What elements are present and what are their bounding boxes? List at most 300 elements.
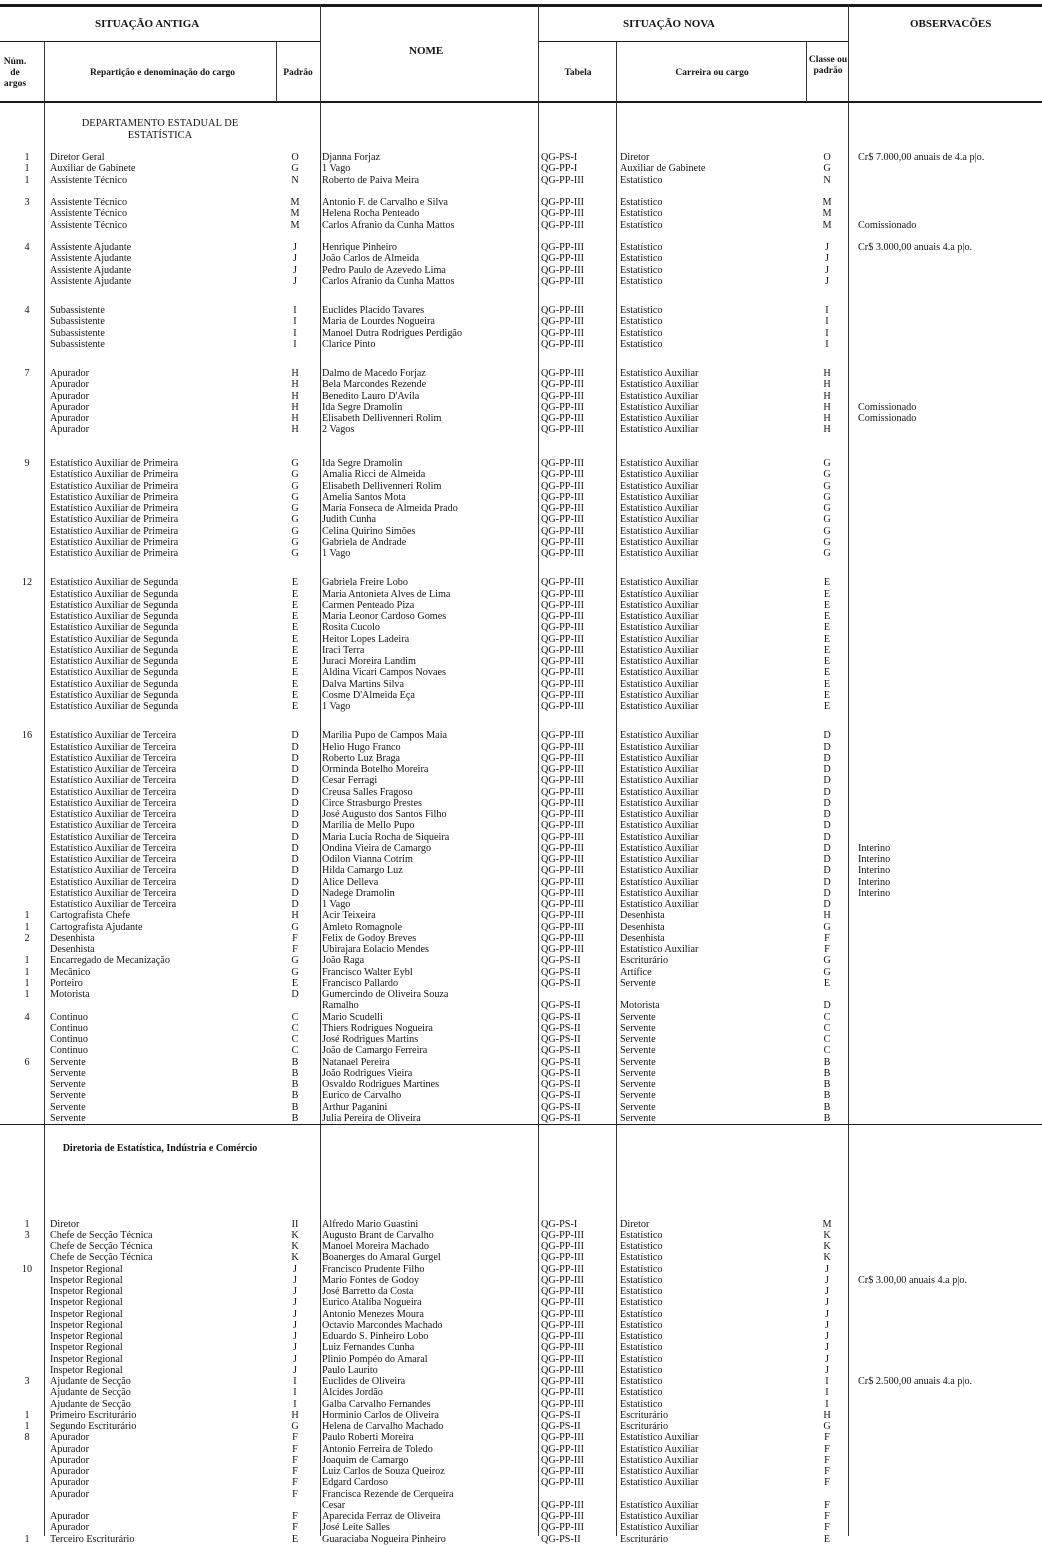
- row-tabela: QG-PP-III: [541, 327, 585, 339]
- row-carreira: Estatístico Auxiliar: [620, 611, 699, 622]
- row-cargo: Apurador: [50, 1488, 90, 1500]
- row-nome: Pedro Paulo de Azevedo Lima: [322, 264, 446, 276]
- row-cargo: Estatístico Auxiliar de Segunda: [50, 701, 179, 712]
- row-cargo: Estatístico Auxiliar de Terceira: [50, 876, 177, 888]
- row-nome: Dalva Martins Silva: [322, 678, 405, 690]
- col-rule: [806, 42, 807, 102]
- row-tabela: QG-PP-III: [541, 1387, 585, 1399]
- row-classe: K: [823, 1252, 831, 1264]
- row-padrao: K: [291, 1252, 299, 1264]
- classe-header: Classe ou padrão: [808, 55, 848, 76]
- row-cargo: Assistente Técnico: [50, 219, 128, 231]
- row-tabela: QG-PP-III: [541, 775, 585, 787]
- row-cargo: Estatístico Auxiliar de Primeira: [50, 458, 179, 469]
- row-cargo: Assistente Ajudante: [50, 242, 132, 253]
- row-padrao: H: [291, 379, 299, 391]
- row-nome: Luiz Carlos de Souza Queiroz: [322, 1466, 445, 1477]
- row-cargo: Apurador: [50, 1477, 90, 1489]
- row-classe: G: [823, 1421, 831, 1432]
- row-nome: Rosita Cucolo: [322, 622, 381, 634]
- row-nome: José Augusto dos Santos Filho: [322, 809, 447, 820]
- row-classe: I: [825, 327, 829, 339]
- row-nome: Eurico Atalíba Nogueira: [322, 1297, 422, 1309]
- row-tabela: QG-PP-III: [541, 1342, 585, 1354]
- row-nome: Alcides Jordão: [322, 1387, 383, 1399]
- section-divider: [0, 1124, 1042, 1125]
- row-cargo: Estatístico Auxiliar de Segunda: [50, 678, 179, 690]
- row-padrao: J: [293, 1353, 297, 1365]
- row-carreira: Servente: [620, 1090, 656, 1102]
- row-padrao: I: [293, 1398, 297, 1410]
- row-padrao: J: [293, 1308, 297, 1320]
- row-classe: E: [823, 588, 831, 600]
- row-classe: B: [823, 1112, 831, 1124]
- row-classe: M: [822, 208, 832, 220]
- row-classe: M: [822, 197, 832, 208]
- row-classe: I: [825, 305, 829, 316]
- row-carreira: Servente: [620, 1067, 656, 1079]
- row-nome: Plinio Pompéo do Amaral: [322, 1353, 428, 1365]
- row-cargo: Estatístico Auxiliar de Terceira: [50, 809, 177, 820]
- row-classe: C: [823, 1022, 831, 1034]
- row-tabela: QG-PP-III: [541, 548, 585, 559]
- row-padrao: G: [291, 921, 299, 933]
- row-count: 3: [24, 1229, 30, 1241]
- row-count: 1: [24, 163, 30, 175]
- row-cargo: Estatístico Auxiliar de Terceira: [50, 730, 177, 742]
- row-carreira: Estatístico: [620, 174, 663, 186]
- row-nome: Eurico de Carvalho: [322, 1090, 402, 1102]
- row-padrao: J: [293, 242, 297, 253]
- new-situation-header: SITUAÇÃO NOVA: [623, 18, 715, 30]
- row-nome: Roberto Luz Braga: [322, 752, 401, 764]
- row-carreira: Estatístico Auxiliar: [620, 379, 699, 391]
- row-cargo: Assistente Ajudante: [50, 275, 132, 287]
- row-classe: D: [823, 865, 831, 877]
- row-carreira: Estatístico Auxiliar: [620, 944, 699, 955]
- row-padrao: F: [292, 1522, 298, 1534]
- row-carreira: Estatístico Auxiliar: [620, 503, 699, 514]
- row-cargo: Mecânico: [50, 966, 91, 978]
- row-cargo: Encarregado de Mecanização: [50, 955, 170, 967]
- row-tabela: QG-PP-III: [541, 413, 585, 424]
- row-padrao: E: [291, 622, 299, 634]
- row-classe: I: [825, 1376, 829, 1387]
- row-nome: Henrique Pinheiro: [322, 242, 397, 253]
- row-nome: João Rodrigues Vieira: [322, 1067, 413, 1079]
- row-classe: D: [823, 764, 831, 775]
- row-classe: E: [823, 1533, 831, 1545]
- row-count: 1: [24, 1421, 30, 1432]
- row-nome: Ondina Vieira de Camargo: [322, 842, 432, 854]
- row-carreira: Estatístico: [620, 275, 663, 287]
- header-mid-rule: [0, 41, 320, 42]
- row-padrao: M: [290, 208, 300, 220]
- row-nome: Maria Antonieta Alves de Lima: [322, 588, 451, 600]
- row-carreira: Estatístico Auxiliar: [620, 887, 699, 899]
- row-classe: B: [823, 1056, 831, 1068]
- row-nome: Eduardo S. Pinheiro Lobo: [322, 1331, 429, 1342]
- row-tabela: QG-PS-I: [541, 1218, 578, 1230]
- row-observacao: Interino: [858, 865, 891, 877]
- row-count: 7: [24, 368, 30, 379]
- row-carreira: Estatístico: [620, 242, 663, 253]
- row-cargo: Subassistente: [50, 327, 105, 339]
- row-carreira: Estatístico Auxiliar: [620, 689, 699, 701]
- row-carreira: Servente: [620, 1056, 656, 1068]
- row-tabela: QG-PP-III: [541, 536, 585, 548]
- row-nome: Aldina Vicari Campos Novaes: [322, 667, 446, 679]
- row-carreira: Estatístico Auxiliar: [620, 633, 699, 645]
- row-padrao: G: [291, 955, 299, 967]
- row-classe: D: [823, 820, 831, 832]
- row-carreira: Estatístico Auxiliar: [620, 536, 699, 548]
- row-carreira: Estatístico Auxiliar: [620, 831, 699, 843]
- row-padrao: G: [291, 491, 299, 503]
- row-nome: Elisabeth Dellivenneri Rolim: [322, 413, 442, 424]
- row-classe: G: [823, 548, 831, 559]
- row-nome: Julia Pereira de Oliveira: [322, 1112, 421, 1124]
- row-padrao: K: [291, 1229, 299, 1241]
- row-count: 4: [24, 1011, 30, 1023]
- row-cargo: Estatístico Auxiliar de Segunda: [50, 611, 179, 622]
- row-carreira: Estatístico Auxiliar: [620, 390, 699, 402]
- row-padrao: B: [291, 1112, 299, 1124]
- row-padrao: M: [290, 219, 300, 231]
- row-tabela: QG-PP-III: [541, 611, 585, 622]
- row-padrao: G: [291, 966, 299, 978]
- row-nome: 1 Vago: [322, 701, 351, 712]
- row-carreira: Estatístico Auxiliar: [620, 842, 699, 854]
- row-cargo: Servente: [50, 1112, 86, 1124]
- row-tabela: QG-PP-III: [541, 764, 585, 775]
- row-nome: Paulo Laurito: [322, 1364, 378, 1376]
- row-nome: Euclides Placido Tavares: [322, 305, 425, 316]
- row-cargo: Apurador: [50, 424, 90, 436]
- row-nome: Antonio F. de Carvalho e Silva: [322, 197, 448, 208]
- row-classe: D: [823, 854, 831, 865]
- row-padrao: G: [291, 1421, 299, 1432]
- row-cargo: Segundo Escriturário: [50, 1421, 137, 1432]
- row-padrao: D: [291, 831, 299, 843]
- row-carreira: Estatístico Auxiliar: [620, 899, 699, 910]
- row-classe: J: [825, 1263, 829, 1275]
- row-classe: D: [823, 752, 831, 764]
- row-tabela: QG-PP-III: [541, 831, 585, 843]
- row-carreira: Desenhista: [620, 932, 665, 944]
- row-padrao: D: [291, 786, 299, 798]
- row-carreira: Estatístico: [620, 1376, 663, 1387]
- row-padrao: II: [291, 1218, 299, 1230]
- row-padrao: D: [291, 775, 299, 787]
- row-classe: G: [823, 525, 831, 537]
- row-carreira: Estatístico Auxiliar: [620, 424, 699, 436]
- row-padrao: D: [291, 820, 299, 832]
- row-nome: Augusto Brant de Carvalho: [322, 1229, 434, 1241]
- row-tabela: QG-PP-III: [541, 424, 585, 436]
- row-nome: José Barretto da Costa: [322, 1286, 414, 1297]
- row-cargo: Apurador: [50, 1511, 90, 1522]
- row-padrao: D: [291, 865, 299, 877]
- row-tabela: QG-PP-III: [541, 797, 585, 809]
- row-carreira: Estatístico Auxiliar: [620, 786, 699, 798]
- row-cargo: Servente: [50, 1090, 86, 1102]
- row-classe: E: [823, 644, 831, 656]
- row-observacao: Interino: [858, 887, 891, 899]
- row-cargo: Inspetor Regional: [50, 1286, 123, 1297]
- row-cargo: Chefe de Secção Técnica: [50, 1241, 153, 1252]
- header-mid-rule-right: [538, 41, 848, 42]
- row-classe: H: [823, 1409, 831, 1421]
- row-classe: G: [823, 458, 831, 469]
- row-padrao: B: [291, 1067, 299, 1079]
- row-count: 1: [24, 1533, 30, 1545]
- name-header: NOME: [409, 45, 444, 57]
- row-padrao: H: [291, 413, 299, 424]
- col-rule: [848, 4, 849, 1536]
- row-classe: N: [823, 174, 831, 186]
- row-padrao: I: [293, 305, 297, 316]
- row-observacao: Interino: [858, 842, 891, 854]
- row-cargo: Desenhista: [50, 932, 95, 944]
- row-cargo: Subassistente: [50, 338, 105, 350]
- row-carreira: Servente: [620, 1011, 656, 1023]
- row-cargo: Estatístico Auxiliar de Primeira: [50, 480, 179, 492]
- row-padrao: J: [293, 1297, 297, 1309]
- row-nome: Mario Fontes de Godoy: [322, 1274, 420, 1286]
- row-classe: C: [823, 1034, 831, 1045]
- row-tabela: QG-PP-III: [541, 1241, 585, 1252]
- row-carreira: Artífice: [620, 966, 652, 978]
- col-rule: [44, 42, 45, 1536]
- row-nome: Euclides de Oliveira: [322, 1376, 406, 1387]
- row-tabela: QG-PS-II: [541, 1079, 581, 1090]
- row-carreira: Estatístico: [620, 1297, 663, 1309]
- row-carreira: Estatístico Auxiliar: [620, 865, 699, 877]
- row-nome: Felix de Godoy Breves: [322, 932, 417, 944]
- row-carreira: Estatístico Auxiliar: [620, 588, 699, 600]
- row-tabela: QG-PP-III: [541, 944, 585, 955]
- row-cargo: Ajudante de Secção: [50, 1376, 131, 1387]
- row-cargo: Assistente Técnico: [50, 208, 128, 220]
- row-cargo: Terceiro Escriturário: [50, 1533, 135, 1545]
- row-carreira: Escriturário: [620, 1421, 669, 1432]
- row-tabela: QG-PP-III: [541, 264, 585, 276]
- row-nome: Carmen Penteado Piza: [322, 599, 415, 611]
- row-classe: G: [823, 491, 831, 503]
- row-carreira: Escriturário: [620, 1409, 669, 1421]
- row-nome: Helena de Carvalho Machado: [322, 1421, 444, 1432]
- row-padrao: I: [293, 1387, 297, 1399]
- row-padrao: C: [291, 1045, 299, 1057]
- row-classe: I: [825, 1387, 829, 1399]
- row-classe: G: [823, 503, 831, 514]
- row-cargo: Subassistente: [50, 316, 105, 328]
- row-carreira: Estatístico: [620, 305, 663, 316]
- row-carreira: Estatístico: [620, 219, 663, 231]
- row-nome: Octavio Marcondes Machado: [322, 1319, 443, 1331]
- row-count: 1: [24, 966, 30, 978]
- row-nome: Marilia Pupo de Campos Maia: [322, 730, 448, 742]
- row-classe: D: [823, 842, 831, 854]
- row-nome: Amalia Ricci de Almeida: [322, 469, 426, 481]
- row-padrao: F: [292, 1432, 298, 1444]
- row-carreira: Estatístico Auxiliar: [620, 730, 699, 742]
- row-nome: Edgard Cardoso: [322, 1477, 388, 1489]
- row-nome: Odilon Vianna Cotrim: [322, 854, 413, 865]
- row-tabela: QG-PP-III: [541, 275, 585, 287]
- row-nome: Guaraciaba Nogueira Pinheiro: [322, 1533, 446, 1545]
- row-cargo: Servente: [50, 1067, 86, 1079]
- row-carreira: Estatístico: [620, 1286, 663, 1297]
- row-classe: D: [823, 730, 831, 742]
- row-tabela: QG-PP-III: [541, 910, 585, 922]
- reparticao-header: Repartição e denominação do cargo: [89, 68, 236, 78]
- row-nome: Natanael Pereira: [322, 1056, 390, 1068]
- row-padrao: D: [291, 876, 299, 888]
- row-nome: Gabriela de Andrade: [322, 536, 407, 548]
- row-carreira: Estatístico: [620, 1274, 663, 1286]
- row-nome: Heitor Lopes Ladeira: [322, 633, 410, 645]
- row-nome: Manoel Moreira Machado: [322, 1241, 429, 1252]
- row-carreira: Estatístico Auxiliar: [620, 667, 699, 679]
- row-padrao: E: [291, 977, 299, 989]
- row-cargo: Ajudante de Secção: [50, 1387, 131, 1399]
- row-carreira: Estatístico Auxiliar: [620, 622, 699, 634]
- row-carreira: Diretor: [620, 152, 650, 163]
- row-cargo: Subassistente: [50, 305, 105, 316]
- row-classe: J: [825, 1319, 829, 1331]
- row-carreira: Servente: [620, 1112, 656, 1124]
- row-padrao: E: [291, 588, 299, 600]
- row-classe: H: [823, 401, 831, 413]
- row-cargo: Cartografista Ajudante: [50, 921, 143, 933]
- row-cargo: Apurador: [50, 1522, 90, 1534]
- row-carreira: Estatístico Auxiliar: [620, 525, 699, 537]
- row-carreira: Estatístico: [620, 338, 663, 350]
- row-tabela: QG-PP-III: [541, 842, 585, 854]
- row-tabela: QG-PP-III: [541, 1466, 585, 1477]
- row-cargo: Apurador: [50, 379, 90, 391]
- row-tabela: QG-PP-III: [541, 577, 585, 589]
- row-classe: B: [823, 1067, 831, 1079]
- row-padrao: D: [291, 730, 299, 742]
- row-nome: Acir Teixeira: [322, 910, 376, 922]
- row-nome: Amelia Santos Mota: [322, 491, 406, 503]
- row-cargo: Estatístico Auxiliar de Segunda: [50, 577, 179, 589]
- row-carreira: Escriturário: [620, 955, 669, 967]
- row-padrao: E: [291, 667, 299, 679]
- row-tabela: QG-PP-III: [541, 633, 585, 645]
- row-classe: F: [824, 944, 830, 955]
- row-padrao: E: [291, 1533, 299, 1545]
- row-tabela: QG-PS-II: [541, 1022, 581, 1034]
- row-nome: Iraci Terra: [322, 644, 365, 656]
- row-classe: D: [823, 786, 831, 798]
- row-classe: E: [823, 701, 831, 712]
- row-carreira: Estatístico Auxiliar: [620, 1511, 699, 1522]
- row-carreira: Servente: [620, 1022, 656, 1034]
- row-padrao: J: [293, 1286, 297, 1297]
- row-padrao: D: [291, 797, 299, 809]
- row-count: 1: [24, 1218, 30, 1230]
- row-cargo: Estatístico Auxiliar de Segunda: [50, 599, 179, 611]
- row-classe: D: [823, 899, 831, 910]
- row-nome: Maria de Lourdes Nogueira: [322, 316, 435, 328]
- row-cargo: Estatístico Auxiliar de Terceira: [50, 752, 177, 764]
- row-count: 1: [24, 977, 30, 989]
- row-classe: I: [825, 1398, 829, 1410]
- row-padrao: J: [293, 1331, 297, 1342]
- row-cargo: Porteiro: [50, 977, 83, 989]
- row-tabela: QG-PP-III: [541, 469, 585, 481]
- row-cargo: Estatístico Auxiliar de Primeira: [50, 536, 179, 548]
- row-tabela: QG-PP-III: [541, 480, 585, 492]
- row-carreira: Estatístico Auxiliar: [620, 469, 699, 481]
- row-padrao: F: [292, 1454, 298, 1466]
- row-padrao: I: [293, 1376, 297, 1387]
- top-rule: [0, 4, 1042, 7]
- row-padrao: M: [290, 197, 300, 208]
- row-nome: Marilia de Mello Pupo: [322, 820, 415, 832]
- row-tabela: QG-PP-III: [541, 1376, 585, 1387]
- row-nome: Galba Carvalho Fernandes: [322, 1398, 431, 1410]
- row-carreira: Estatístico: [620, 1263, 663, 1275]
- row-tabela: QG-PP-III: [541, 1308, 585, 1320]
- row-nome: Djanna Forjaz: [322, 152, 380, 163]
- row-carreira: Estatístico: [620, 1364, 663, 1376]
- row-padrao: H: [291, 1409, 299, 1421]
- row-padrao: F: [292, 1477, 298, 1489]
- row-cargo: Primeiro Escriturário: [50, 1409, 137, 1421]
- row-classe: J: [825, 1342, 829, 1354]
- row-nome: Horminio Carlos de Oliveira: [322, 1409, 439, 1421]
- row-padrao: D: [291, 887, 299, 899]
- row-classe: K: [823, 1241, 831, 1252]
- row-classe: F: [824, 932, 830, 944]
- row-classe: C: [823, 1045, 831, 1057]
- row-count: 1: [24, 1409, 30, 1421]
- row-classe: J: [825, 1274, 829, 1286]
- row-nome: Bela Marcondes Rezende: [322, 379, 427, 391]
- row-cargo: Cartografista Chefe: [50, 910, 131, 922]
- row-classe: G: [823, 536, 831, 548]
- row-classe: H: [823, 379, 831, 391]
- row-tabela: QG-PP-III: [541, 1353, 585, 1365]
- row-tabela: QG-PP-III: [541, 1297, 585, 1309]
- row-cargo: Inspetor Regional: [50, 1263, 123, 1275]
- row-tabela: QG-PP-III: [541, 622, 585, 634]
- row-nome: José Rodrigues Martins: [322, 1034, 419, 1045]
- row-carreira: Estatístico: [620, 253, 663, 265]
- row-count: 12: [21, 577, 33, 589]
- row-nome: Orminda Botelho Moreira: [322, 764, 429, 775]
- row-padrao: J: [293, 1263, 297, 1275]
- row-padrao: G: [291, 525, 299, 537]
- row-tabela: QG-PP-III: [541, 730, 585, 742]
- row-tabela: QG-PP-III: [541, 514, 585, 526]
- row-count: 1: [24, 955, 30, 967]
- row-carreira: Auxiliar de Gabinete: [620, 163, 706, 175]
- row-padrao: G: [291, 480, 299, 492]
- row-nome: Ida Segre Dramolin: [322, 458, 403, 469]
- row-tabela: QG-PS-II: [541, 1045, 581, 1057]
- row-tabela: QG-PP-III: [541, 1319, 585, 1331]
- row-cargo: Estatístico Auxiliar de Primeira: [50, 491, 179, 503]
- row-carreira: Estatístico Auxiliar: [620, 876, 699, 888]
- row-nome: Juraci Moreira Landim: [322, 656, 416, 667]
- row-count: 6: [24, 1056, 30, 1068]
